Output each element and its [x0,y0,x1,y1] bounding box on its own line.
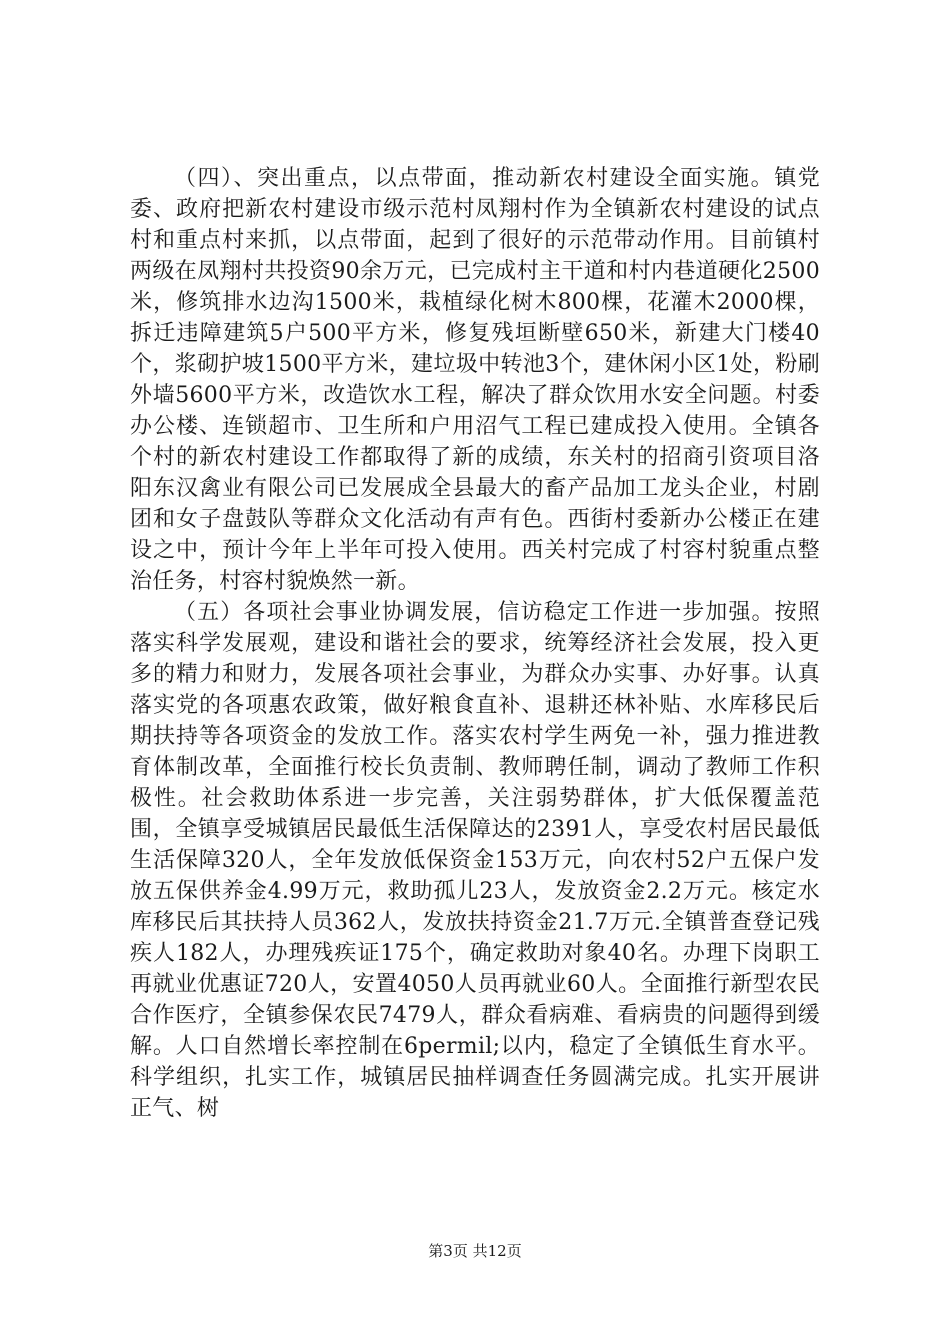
paragraph-section-5: （五）各项社会事业协调发展，信访稳定工作进一步加强。按照落实科学发展观，建设和谐社会的要求，统筹经济社会发展，投入更多的精力和财力，发展各项社会事业，为群众办实事、办好事。认真落实党的各项惠农政策，做好粮食直补、退耕还林补贴、水库移民后期扶持等各项资金的发放工作。落实农村学生两免一补，强力推进教育体制改革，全面推行校长负责制、教师聘任制，调动了教师工作积极性。社会救助体系进一步完善，关注弱势群体，扩大低保覆盖范围，全镇享受城镇居民最低生活保障达的2391人，享受农村居民最低生活保障320人，全年发放低保资金153万元，向农村52户五保户发放五保供养金4.99万元，救助孤儿23人，发放资金2.2万元。核定水库移民后其扶持人员362人，发放扶持资金21.7万元.全镇普查登记残疾人182人，办理残疾证175个，确定救助对象40名。办理下岗职工再就业优惠证720人，安置4050人员再就业60人。全面推行新型农民合作医疗，全镇参保农民7479人，群众看病难、看病贵的问题得到缓解。人口自然增长率控制在6permil;以内，稳定了全镇低生育水平。科学组织，扎实工作，城镇居民抽样调查任务圆满完成。扎实开展讲正气、树 [130,600,820,1121]
page-footer: 第3页 共12页 [428,1242,522,1260]
paragraph-section-4: （四）、突出重点，以点带面，推动新农村建设全面实施。镇党委、政府把新农村建设市级示范村凤翔村作为全镇新农村建设的试点村和重点村来抓，以点带面，起到了很好的示范带动作用。目前镇村两级在凤翔村共投资90余万元，已完成村主干道和村内巷道硬化2500米，修筑排水边沟1500米，栽植绿化树木800棵，花灌木2000棵，拆迁违障建筑5户500平方米，修复残垣断壁650米，新建大门楼40个，浆砌护坡1500平方米，建垃圾中转池3个，建休闲小区1处，粉刷外墙5600平方米，改造饮水工程，解决了群众饮用水安全问题。村委办公楼、连锁超市、卫生所和户用沼气工程已建成投入使用。全镇各个村的新农村建设工作都取得了新的成绩，东关村的招商引资项目洛阳东汉禽业有限公司已发展成全县最大的畜产品加工龙头企业，村剧团和女子盘鼓队等群众文化活动有声有色。西街村委新办公楼正在建设之中，预计今年上半年可投入使用。西关村完成了村容村貌重点整治任务，村容村貌焕然一新。 [130,166,820,594]
document-body [130,163,820,1124]
